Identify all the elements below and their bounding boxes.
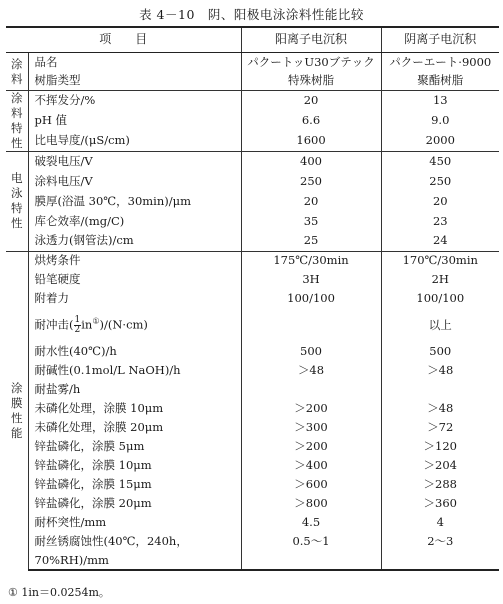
value-a [241,308,381,342]
row-label: 耐杯突性/mm [28,513,241,532]
row-label: 耐水性(40℃)/h [28,342,241,361]
header-col-a: 阳离子电沉积 [241,27,381,53]
value-b: 2～3 [427,534,454,549]
table-row [6,251,499,270]
row-label: 泳透力(钢管法)/cm [28,231,241,251]
value-b: 4 [436,515,444,530]
table-row [6,171,499,191]
table-row [6,211,499,231]
value-b: ＞204 [423,458,457,473]
row-label: 耐盐雾/h [28,380,241,399]
category-cell: 电 泳 特 性 [6,151,28,251]
impact-label: 耐冲击 [34,317,69,332]
value-a: ＞300 [241,418,381,437]
value-a [241,380,381,399]
row-label: 耐碱性(0.1mol/L NaOH)/h [28,361,241,380]
value-b: 9.0 [431,113,450,128]
table-row [6,475,499,494]
row-label: 耐丝锈腐蚀性(40℃，240h， [28,532,241,551]
value-a: 4.5 [241,513,381,532]
value-a [241,551,381,570]
value-b: 2000 [425,133,455,148]
row-label: 涂料电压/V [28,171,241,191]
table-row [6,513,499,532]
value-b: 250 [429,173,452,188]
table-row [6,91,499,111]
value-b: 聚酯树脂 [417,73,464,88]
category-cell: 涂 膜 性 能 [6,251,28,570]
row-label: 库仑效率/(mg/C) [28,211,241,231]
value-a: 100/100 [241,289,381,308]
row-label: 比电导度/(μS/cm) [28,131,241,151]
row-label: 锌盐磷化，涂膜 5μm [28,437,241,456]
category-cell: 涂 料 特 性 [6,91,28,152]
table-row [6,380,499,399]
value-a: ＞200 [241,437,381,456]
table-row [6,494,499,513]
value-a: 175℃/30min [241,251,381,270]
row-label: 膜厚(浴温 30℃，30min)/μm [28,191,241,211]
value-a: 500 [241,342,381,361]
value-a: 特殊树脂 [241,72,381,91]
comparison-table [6,26,499,571]
table-row [6,151,499,171]
value-a: ＞600 [241,475,381,494]
value-b: パクーエート·9000 [381,53,499,72]
value-b: 2H [431,272,449,287]
table-row [6,437,499,456]
table-row [6,270,499,289]
row-label: 70%RH)/mm [28,551,241,570]
footnote-mark: ① [92,316,100,326]
impact-unit-close: )/(N·cm) [99,317,148,332]
value-a: 35 [241,211,381,231]
header-row [6,27,499,53]
value-b: ＞72 [427,420,454,435]
table-row [6,131,499,151]
row-label: 未磷化处理，涂膜 20μm [28,418,241,437]
value-a: 20 [241,191,381,211]
table-row [6,361,499,380]
value-b: ＞48 [427,363,454,378]
value-b: 23 [432,213,448,228]
value-a: 250 [241,171,381,191]
table-row [6,456,499,475]
value-b: ＞288 [423,477,457,492]
value-b: 100/100 [416,291,465,306]
value-b: ＞120 [423,439,457,454]
value-b [381,551,499,570]
category-cell: 涂 料 [6,53,28,91]
table-title: 表 4－10 阴、阳极电泳涂料性能比较 [139,7,364,22]
value-a: 25 [241,231,381,251]
row-label: 不挥发分/% [28,91,241,111]
value-b: ＞48 [427,401,454,416]
table-row [6,308,499,342]
impact-unit-open: ( [69,317,74,332]
table-row [6,72,499,91]
impact-unit: in [81,317,93,332]
table-row [6,289,499,308]
value-b: ＞360 [423,496,457,511]
value-b: 20 [432,193,448,208]
value-a: パクートッU30ブテック [241,53,381,72]
footnote: ① 1in＝0.0254m。 [8,586,110,599]
value-b: 450 [381,151,499,171]
header-item: 项 目 [6,27,241,53]
row-label: 未磷化处理，涂膜 10μm [28,399,241,418]
value-b: 500 [429,344,452,359]
value-b [381,380,499,399]
table-row [6,111,499,131]
table-row [6,342,499,361]
table-row [6,231,499,251]
value-a: 3H [241,270,381,289]
value-b: 13 [381,91,499,111]
table-row [6,551,499,570]
value-a: ＞200 [241,399,381,418]
table-row [6,532,499,551]
table-row [6,399,499,418]
table-row [6,191,499,211]
value-a: ＞400 [241,456,381,475]
table-row [6,53,499,72]
row-label: 铅笔硬度 [28,270,241,289]
value-a: ＞800 [241,494,381,513]
row-label: 锌盐磷化，涂膜 15μm [28,475,241,494]
row-label: 烘烤条件 [28,251,241,270]
value-a: 6.6 [241,111,381,131]
row-label: 附着力 [28,289,241,308]
row-label: 品名 [28,53,241,72]
value-a: 1600 [241,131,381,151]
row-label: 锌盐磷化，涂膜 10μm [28,456,241,475]
table-row [6,418,499,437]
row-label: 破裂电压/V [28,151,241,171]
row-label: 树脂类型 [28,72,241,91]
row-label: pH 值 [28,111,241,131]
row-label: 锌盐磷化，涂膜 20μm [28,494,241,513]
value-a: 20 [241,91,381,111]
value-a: 0.5～1 [241,532,381,551]
value-b: 24 [432,233,448,248]
value-a: ＞48 [241,361,381,380]
value-b: 170℃/30min [381,251,499,270]
value-b: 以上 [428,317,452,332]
impact-fraction: $\frac{1}{2}$ [74,314,81,335]
value-a: 400 [241,151,381,171]
header-col-b: 阴离子电沉积 [381,27,499,53]
row-label-impact [28,308,241,342]
